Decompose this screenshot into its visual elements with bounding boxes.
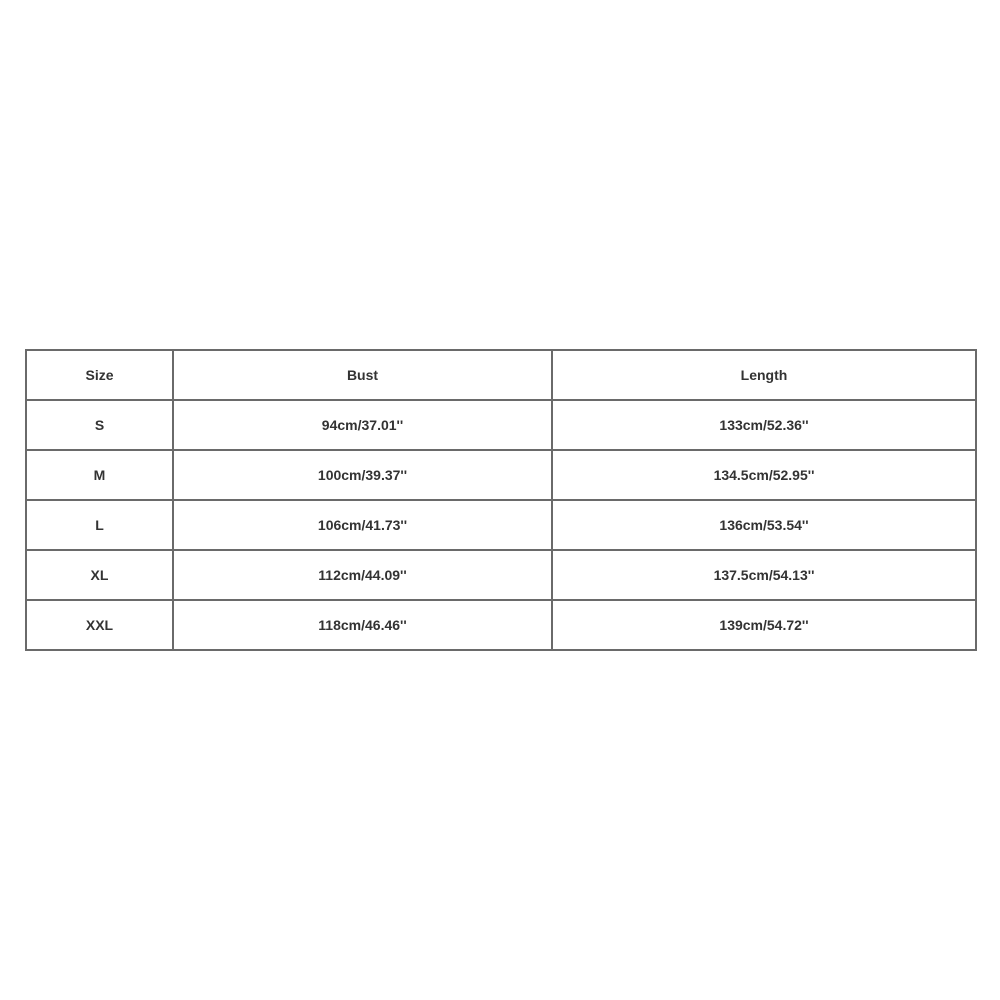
table-row <box>26 600 976 650</box>
bust-cell: 106cm/41.73'' <box>173 500 552 550</box>
size-cell: L <box>26 500 173 550</box>
size-cell: M <box>26 450 173 500</box>
header-size: Size <box>26 350 173 400</box>
table-row <box>26 500 976 550</box>
size-chart-table <box>25 349 977 651</box>
length-cell: 139cm/54.72'' <box>552 600 976 650</box>
bust-cell: 118cm/46.46'' <box>173 600 552 650</box>
bust-cell: 112cm/44.09'' <box>173 550 552 600</box>
header-row <box>26 350 976 400</box>
length-cell: 136cm/53.54'' <box>552 500 976 550</box>
header-bust: Bust <box>173 350 552 400</box>
table-row <box>26 400 976 450</box>
size-cell: XXL <box>26 600 173 650</box>
table-body <box>26 400 976 650</box>
table-header <box>26 350 976 400</box>
size-cell: S <box>26 400 173 450</box>
table-row <box>26 550 976 600</box>
header-length: Length <box>552 350 976 400</box>
length-cell: 133cm/52.36'' <box>552 400 976 450</box>
table-row <box>26 450 976 500</box>
bust-cell: 94cm/37.01'' <box>173 400 552 450</box>
bust-cell: 100cm/39.37'' <box>173 450 552 500</box>
length-cell: 134.5cm/52.95'' <box>552 450 976 500</box>
length-cell: 137.5cm/54.13'' <box>552 550 976 600</box>
size-cell: XL <box>26 550 173 600</box>
